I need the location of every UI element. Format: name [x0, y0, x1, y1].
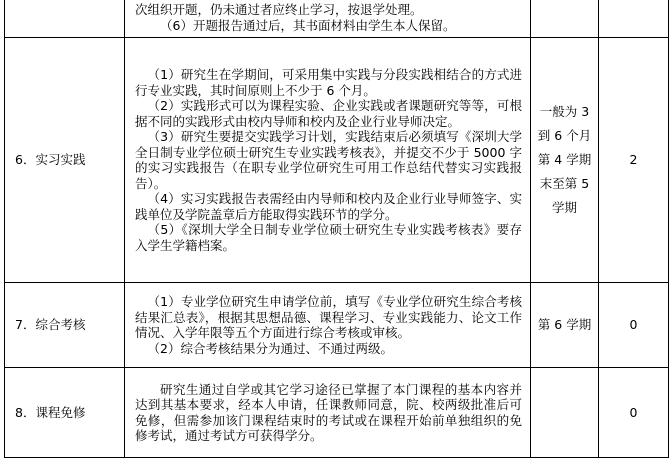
table-row: [5, 283, 669, 368]
time-line: 到 6 个月: [537, 128, 592, 143]
content-cell: [125, 0, 531, 38]
item-cell: 7．综合考核: [5, 283, 125, 368]
content-cell: [125, 368, 531, 458]
item-cell: 6．实习实践: [5, 38, 125, 283]
time-line: 末至第 5: [539, 176, 590, 191]
content-line: （1）研究生在学期间，可采用集中实践与分段实践相结合的方式进行专业实践，其时间原则上不少于 6 个月。: [135, 67, 522, 98]
credit-cell: 0: [599, 368, 669, 458]
time-cell: [531, 0, 599, 38]
content-line: （5）《深圳大学全日制专业学位硕士研究生专业实践考核表》要存入学生学籍档案。: [135, 222, 522, 253]
table-row: [5, 38, 669, 283]
credit-cell: 0: [599, 283, 669, 368]
item-cell: 8．课程免修: [5, 368, 125, 458]
content-line: 研究生通过自学或其它学习途径已掌握了本门课程的基本内容并达到其基本要求，经本人申请，任课教师同意，院、校两级批准后可免修，但需参加该门课程结束时的考试或在课程开始前单独组织的免修考试，通过考试方可获得学分。: [135, 381, 522, 443]
content-cell: [125, 38, 531, 283]
item-cell: [5, 0, 125, 38]
table-row: [5, 368, 669, 458]
content-line: （2）实践形式可以为课程实验、企业实践或者课题研究等等，可根据不同的实践形式由校内导师和校内及企业行业导师决定。: [135, 98, 522, 129]
credit-cell: [599, 0, 669, 38]
time-line: 学期: [551, 200, 577, 215]
time-line: 第 4 学期: [537, 152, 592, 167]
content-cell: [125, 283, 531, 368]
table-row: [5, 0, 669, 38]
content-line: （2）综合考核结果分为通过、不通过两级。: [147, 340, 393, 356]
time-cell: [531, 283, 599, 368]
curriculum-table: [4, 0, 669, 458]
time-line: 一般为 3: [539, 104, 590, 119]
content-line: （3）研究生要提交实践学习计划，实践结束后必须填写《深圳大学全日制专业学位硕士研究生专业实践考核表》，并提交不少于 5000 字的实习实践报告（在职专业学位研究生可用工作总结代替实习实践报告）。: [135, 129, 522, 191]
time-cell: [531, 38, 599, 283]
content-line: （4）实习实践报告表需经由内导师和校内及企业行业导师签字、实践单位及学院盖章后方能取得实践环节的学分。: [135, 191, 522, 222]
content-line: （6）开题报告通过后，其书面材料由学生本人保留。: [160, 17, 456, 33]
content-line: （1）专业学位研究生申请学位前，填写《专业学位研究生综合考核结果汇总表》，根据其思想品德、课程学习、专业实践能力、论文工作情况、入学年限等五个方面进行综合考核或审核。: [135, 294, 522, 340]
content-line: 次组织开题，仍未通过者应终止学习，按退学处理。: [135, 2, 423, 17]
time-cell: [531, 368, 599, 458]
time-line: 第 6 学期: [537, 317, 592, 333]
credit-cell: 2: [599, 38, 669, 283]
